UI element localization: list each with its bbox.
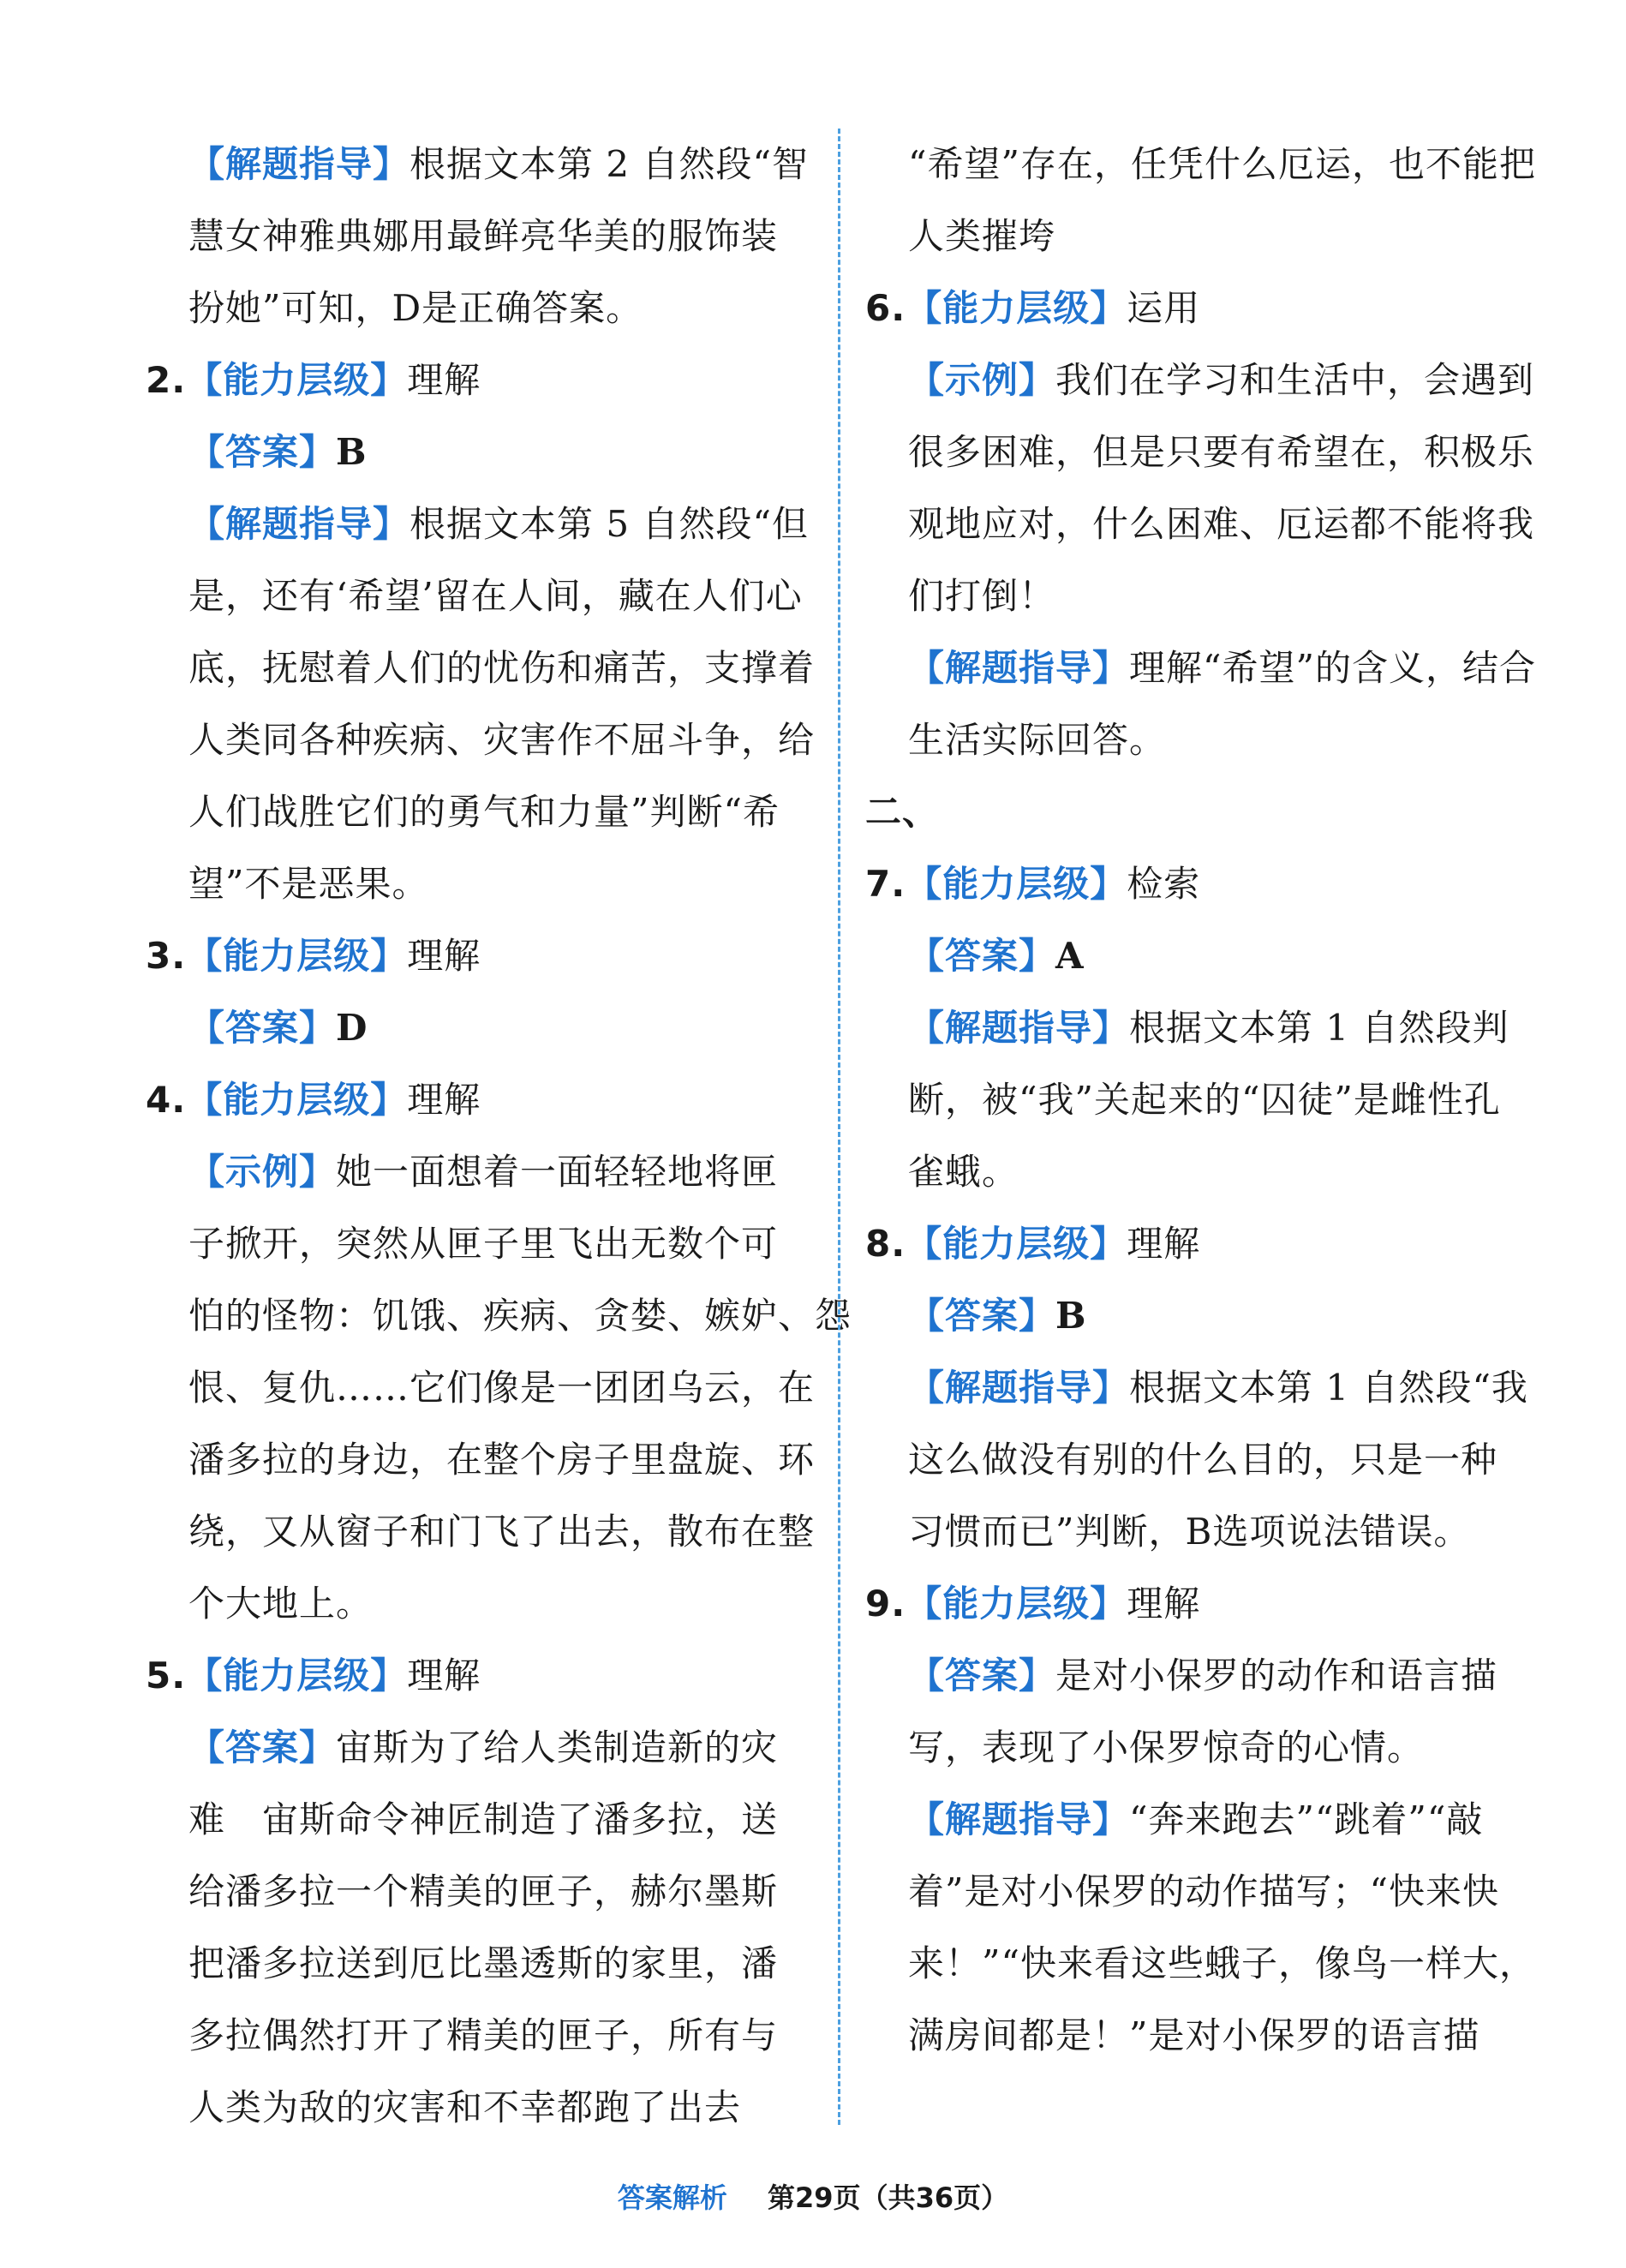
section-tag: 【答案】 (188, 1007, 337, 1049)
text-line (865, 1784, 1482, 1856)
text-line (146, 416, 762, 488)
column-divider (838, 129, 840, 2125)
text-line (146, 2000, 779, 2072)
question-number: 8. (865, 1223, 906, 1265)
section-tag: 【能力层级】 (186, 1079, 408, 1121)
line-text: 人类同各种疾病、灾害作不屈斗争，给 (188, 719, 816, 761)
text-line (865, 1640, 1498, 1712)
section-tag: 【能力层级】 (186, 1655, 408, 1697)
text-line (865, 920, 1482, 992)
line-text: 理解 (407, 1079, 481, 1121)
line-text: 理解 (407, 359, 481, 401)
line-text: 她一面想着一面轻轻地将匣 (336, 1151, 779, 1193)
line-text: “奔来跑去”“跳着”“敲 (1129, 1798, 1484, 1840)
text-line (146, 1424, 816, 1496)
line-text: 理解 (1127, 1223, 1201, 1265)
text-line (146, 560, 803, 632)
line-text: 很多困难，但是只要有希望在，积极乐 (908, 431, 1535, 473)
text-line (146, 1568, 762, 1640)
text-line (146, 920, 762, 992)
line-text: 潘多拉的身边，在整个房子里盘旋、环 (188, 1439, 816, 1481)
text-line (146, 272, 762, 344)
line-text: 底，抚慰着人们的忧伤和痛苦，支撑着 (188, 647, 816, 689)
question-number: 2. (146, 359, 187, 401)
line-text: 根据文本第 2 自然段“智 (409, 143, 809, 185)
text-line (865, 1064, 1501, 1136)
text-line (865, 848, 1482, 920)
section-tag: 【答案】 (908, 1295, 1056, 1337)
text-line (865, 1568, 1482, 1640)
section-tag: 【能力层级】 (906, 287, 1127, 329)
question-number: 5. (146, 1655, 187, 1697)
question-number: 6. (865, 287, 906, 329)
line-text: 理解 (1127, 1583, 1201, 1625)
section-tag: 【解题指导】 (908, 1007, 1130, 1049)
text-line (146, 992, 762, 1064)
section-tag: 【能力层级】 (906, 1583, 1127, 1625)
text-line (865, 1352, 1528, 1424)
line-text: 宙斯为了给人类制造新的灾 (336, 1726, 779, 1768)
line-text: 理解“希望”的含义，结合 (1129, 647, 1536, 689)
answer-letter: B (1055, 1295, 1087, 1337)
text-line (865, 488, 1535, 560)
text-line (865, 1712, 1482, 1784)
text-line (865, 1424, 1498, 1496)
text-line (146, 1856, 779, 1928)
text-line (146, 344, 762, 416)
section-tag: 【解题指导】 (908, 1798, 1130, 1840)
text-line (146, 776, 780, 848)
section-tag: 【解题指导】 (188, 143, 410, 185)
section-tag: 【解题指导】 (908, 647, 1130, 689)
text-line (865, 2000, 1482, 2072)
line-text: 是，还有‘希望’留在人间，藏在人们心 (188, 575, 803, 617)
section-tag: 【能力层级】 (186, 935, 408, 977)
text-line (146, 200, 779, 272)
text-line (865, 704, 1482, 776)
line-text: 难 宙斯命令神匠制造了潘多拉，送 (188, 1798, 779, 1840)
text-line (146, 1064, 762, 1136)
line-text: 检索 (1127, 863, 1201, 905)
text-line (865, 1208, 1482, 1280)
section-tag: 【答案】 (188, 1726, 337, 1768)
text-line (146, 2072, 762, 2144)
question-number: 3. (146, 935, 187, 977)
line-text: 理解 (407, 935, 481, 977)
line-text: 雀蛾。 (908, 1151, 1019, 1193)
line-text: 着”是对小保罗的动作描写；“快来快 (908, 1870, 1499, 1912)
question-number: 7. (865, 863, 906, 905)
text-line (146, 1640, 762, 1712)
line-text: 多拉偶然打开了精美的匣子，所有与 (188, 2014, 779, 2056)
text-line (146, 632, 816, 704)
section-tag: 【答案】 (908, 1655, 1056, 1697)
text-line (146, 704, 816, 776)
line-text: 人们战胜它们的勇气和力量”判断“希 (188, 791, 780, 833)
footer-section-label: 答案解析 (617, 2181, 727, 2214)
page-footer (0, 2176, 1626, 2216)
footer-page-number: 第29页（共36页） (768, 2181, 1009, 2214)
text-line (146, 1784, 779, 1856)
section-tag: 【能力层级】 (906, 1223, 1127, 1265)
text-line (146, 1352, 816, 1424)
answer-letter: D (336, 1007, 368, 1049)
answer-letter: B (336, 431, 368, 473)
line-text: 人类摧垮 (908, 215, 1056, 257)
text-line (865, 1496, 1482, 1568)
line-text: 写，表现了小保罗惊奇的心情。 (908, 1726, 1425, 1768)
line-text: 根据文本第 5 自然段“但 (409, 503, 809, 545)
text-line (865, 1928, 1536, 2000)
section-tag: 【示例】 (908, 359, 1056, 401)
line-text: 这么做没有别的什么目的，只是一种 (908, 1439, 1498, 1481)
text-line (146, 1496, 816, 1568)
section-tag: 【解题指导】 (188, 503, 410, 545)
text-line (865, 560, 1482, 632)
line-text: 观地应对，什么困难、厄运都不能将我 (908, 503, 1535, 545)
text-line (865, 272, 1482, 344)
line-text: “希望”存在，任凭什么厄运，也不能把 (908, 143, 1536, 185)
line-text: 满房间都是！”是对小保罗的语言描 (908, 2014, 1480, 2056)
line-text: 断，被“我”关起来的“囚徒”是雌性孔 (908, 1079, 1501, 1121)
section-tag: 【能力层级】 (906, 863, 1127, 905)
line-text: 理解 (407, 1655, 481, 1697)
line-text: 把潘多拉送到厄比墨透斯的家里，潘 (188, 1942, 779, 1984)
line-text: 扮她”可知，D是正确答案。 (188, 287, 643, 329)
section-tag: 【答案】 (188, 431, 337, 473)
line-text: 来！”“快来看这些蛾子，像鸟一样大， (908, 1942, 1536, 1984)
line-text: 慧女神雅典娜用最鲜亮华美的服饰装 (188, 215, 779, 257)
text-line (865, 416, 1535, 488)
line-text: 绕，又从窗子和门飞了出去，散布在整 (188, 1511, 816, 1553)
text-line (865, 992, 1509, 1064)
section-tag: 【示例】 (188, 1151, 337, 1193)
section-tag: 【解题指导】 (908, 1367, 1130, 1409)
text-line (146, 129, 809, 200)
text-line (146, 1136, 779, 1208)
section-tag: 【能力层级】 (186, 359, 408, 401)
text-line (865, 344, 1535, 416)
line-text: 给潘多拉一个精美的匣子，赫尔墨斯 (188, 1870, 779, 1912)
right-column (865, 129, 1536, 2072)
text-line (146, 848, 762, 920)
answer-letter: A (1055, 935, 1085, 977)
question-number: 9. (865, 1583, 906, 1625)
text-line (865, 1280, 1482, 1352)
question-number: 二、 (865, 791, 940, 833)
line-text: 根据文本第 1 自然段“我 (1129, 1367, 1528, 1409)
line-text: 子掀开，突然从匣子里飞出无数个可 (188, 1223, 779, 1265)
line-text: 习惯而已”判断，B选项说法错误。 (908, 1511, 1471, 1553)
text-line (865, 200, 1482, 272)
line-text: 是对小保罗的动作和语言描 (1055, 1655, 1498, 1697)
text-line (146, 1712, 779, 1784)
line-text: 们打倒！ (908, 575, 1056, 617)
text-line (865, 1136, 1482, 1208)
line-text: 恨、复仇……它们像是一团团乌云，在 (188, 1367, 816, 1409)
text-line (146, 1280, 852, 1352)
line-text: 运用 (1127, 287, 1201, 329)
text-line (865, 1856, 1499, 1928)
text-line (146, 488, 809, 560)
text-line (146, 1208, 779, 1280)
text-line (865, 129, 1536, 200)
section-tag: 【答案】 (908, 935, 1056, 977)
line-text: 根据文本第 1 自然段判 (1129, 1007, 1509, 1049)
left-column (146, 129, 852, 2144)
line-text: 怕的怪物：饥饿、疾病、贪婪、嫉妒、怨 (188, 1295, 852, 1337)
line-text: 人类为敌的灾害和不幸都跑了出去 (188, 2086, 742, 2128)
line-text: 望”不是恶果。 (188, 863, 429, 905)
question-number: 4. (146, 1079, 187, 1121)
text-line (146, 1928, 779, 2000)
line-text: 个大地上。 (188, 1583, 374, 1625)
text-line (865, 776, 1482, 848)
text-line (865, 632, 1536, 704)
line-text: 生活实际回答。 (908, 719, 1167, 761)
line-text: 我们在学习和生活中，会遇到 (1055, 359, 1535, 401)
